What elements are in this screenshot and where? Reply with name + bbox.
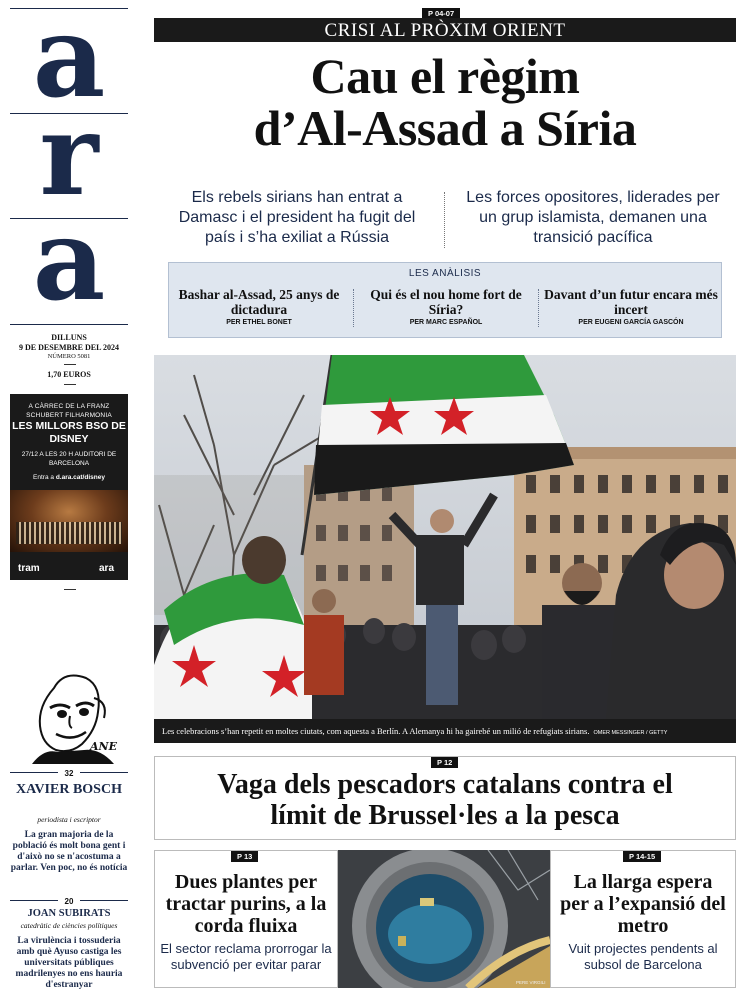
lead-deck-left: Els rebels sirians han entrat a Damasc i el president ha fugit del país i s’ha exiliat a Rússia xyxy=(178,189,416,246)
columnist-page: 20 xyxy=(58,897,80,906)
columnist-name[interactable]: JOAN SUBIRATS xyxy=(27,908,111,919)
metro-construction-photo[interactable] xyxy=(338,850,550,988)
masthead-letter-a2[interactable]: a xyxy=(32,195,106,326)
analysis-item[interactable] xyxy=(541,287,721,326)
story-headline[interactable]: Dues plantes per tractar purins, a la corda fluixa xyxy=(165,871,327,937)
tunnel-shaft-image xyxy=(338,850,550,988)
lead-headline-line-2: d’Al-Assad a Síria xyxy=(253,100,637,156)
concert-ad[interactable] xyxy=(10,394,128,580)
lead-deck-right: Les forces opositores, liderades per un grup islamista, demanen una transició pacífica xyxy=(466,189,720,246)
story-deck: El sector reclama prorrogar la subvenció per evitar parar xyxy=(160,941,332,972)
ad-link-prefix: Entra a xyxy=(33,474,56,481)
ad-link[interactable] xyxy=(10,474,128,481)
photo-credit: OMER MESSINGER / GETTY xyxy=(593,730,668,736)
edition-price: 1,70 EUROS xyxy=(47,370,91,379)
lead-photo[interactable] xyxy=(154,355,736,719)
photo-caption: Les celebracions s’han repetit en moltes ciutats, com aquesta a Berlín. A Alemanya hi ha gairebé un milió de refugiats sirians. xyxy=(162,726,590,736)
analysis-item-title: Qui és el nou home fort de Síria? xyxy=(370,287,522,317)
analysis-divider xyxy=(353,289,354,327)
analysis-box xyxy=(168,262,722,338)
ad-date: 27/12 A LES 20 H AUDITORI DE BARCELONA xyxy=(21,451,117,467)
analysis-item-title: Bashar al-Assad, 25 anys de dictadura xyxy=(178,287,340,317)
columnist-quote[interactable]: La gran majoria de la població és molt bona gent i d'això no se n'acostuma a parlar. Ven poc, no és notícia xyxy=(10,830,128,873)
masthead-rule xyxy=(10,324,128,325)
page-ref[interactable]: P 14-15 xyxy=(623,851,661,862)
deck-divider xyxy=(444,192,445,248)
ad-brand-ara: ara xyxy=(98,563,114,574)
analysis-item[interactable] xyxy=(169,287,349,326)
edition-issue: NÚMERO 5081 xyxy=(47,353,91,360)
analysis-divider xyxy=(538,289,539,327)
ad-organizer: A CÀRREC DE LA FRANZ SCHUBERT FILHARMONIA xyxy=(26,403,112,419)
divider xyxy=(64,589,76,590)
edition-day: DILLUNS xyxy=(51,333,87,342)
caricature-illustration xyxy=(24,668,118,766)
story-slurry-plants[interactable] xyxy=(154,850,338,988)
columnist-quote[interactable]: La virulència i tossuderia amb què Ayuso castiga les universitats públiques madrilenyes no ens hauria d'estranyar xyxy=(15,936,123,990)
analysis-title: LES ANÀLISIS xyxy=(408,268,482,279)
ad-link-url[interactable]: d.ara.cat/disney xyxy=(55,474,105,481)
berlin-celebration-image xyxy=(154,355,736,719)
page-ref-lead[interactable]: P 04-07 xyxy=(422,8,460,19)
masthead-letter-r[interactable]: r xyxy=(39,90,99,221)
lead-headline[interactable] xyxy=(154,50,736,154)
photo-caption-bar xyxy=(154,719,736,743)
orchestra-image xyxy=(10,490,128,552)
analysis-item-author: PER ETHEL BONET xyxy=(226,319,292,326)
story-metro-expansion[interactable] xyxy=(550,850,736,988)
analysis-item-author: PER EUGENI GARCÍA GASCÓN xyxy=(578,319,684,326)
page-ref[interactable]: P 12 xyxy=(431,757,458,768)
metro-photo-credit: PERE VIRGILI xyxy=(516,980,546,985)
analysis-item-title: Davant d’un futur encara més incert xyxy=(544,287,718,317)
divider xyxy=(64,364,76,365)
columnist-page: 32 xyxy=(58,769,80,778)
columnist-role: catedràtic de ciències polítiques xyxy=(20,921,118,930)
lead-headline-line-1: Cau el règim xyxy=(310,48,580,104)
divider xyxy=(64,384,76,385)
ad-title: LES MILLORS BSO DE DISNEY xyxy=(12,420,126,445)
analysis-item-author: PER MARC ESPAÑOL xyxy=(409,319,483,326)
analysis-item[interactable] xyxy=(356,287,536,326)
page-ref[interactable]: P 13 xyxy=(231,851,258,862)
section-banner[interactable]: CRISI AL PRÒXIM ORIENT xyxy=(154,18,736,42)
masthead-letter-a1[interactable]: a xyxy=(32,0,106,123)
columnist-name[interactable]: XAVIER BOSCH xyxy=(16,782,122,797)
left-column xyxy=(0,0,140,998)
edition-date: 9 DE DESEMBRE DEL 2024 xyxy=(18,343,120,352)
story-fishermen-strike[interactable] xyxy=(154,756,736,840)
caricature-signature: ANE xyxy=(90,740,117,753)
columnist-role: periodista i escriptor xyxy=(37,815,101,824)
story-deck: Vuit projectes pendents al subsol de Barcelona xyxy=(568,941,718,972)
story-headline[interactable]: La llarga espera per a l’expansió del metro xyxy=(560,871,726,937)
story-headline[interactable]: Vaga dels pescadors catalans contra el límit de Brussel·les a la pesca xyxy=(217,769,673,831)
ad-brand-tram: tram xyxy=(18,563,40,574)
